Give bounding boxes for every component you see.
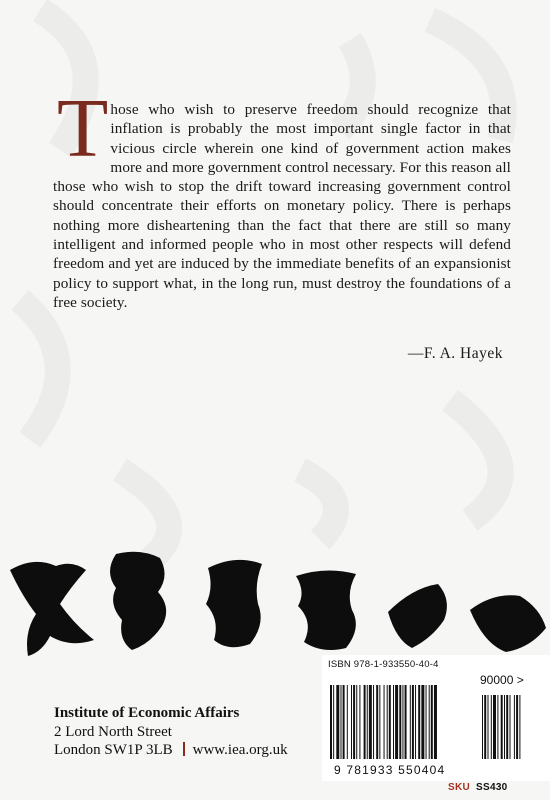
quote-attribution: —F. A. Hayek — [407, 345, 503, 362]
publisher-block — [54, 704, 288, 760]
barcode-bars — [322, 685, 550, 763]
sku-block — [448, 782, 508, 793]
publisher-address-line2-row — [54, 741, 288, 760]
price-code: 90000 > — [480, 673, 524, 687]
hayek-quote — [53, 82, 511, 312]
divider — [183, 742, 185, 756]
publisher-website: www.iea.org.uk — [192, 742, 288, 758]
barcode-panel — [322, 655, 550, 781]
faces-silhouette-graphic — [0, 548, 550, 658]
sku-label: SKU — [448, 782, 471, 793]
drop-cap: T — [57, 82, 109, 175]
publisher-address-line2: London SW1P 3LB — [54, 742, 173, 758]
barcode-digits: 9 781933 550404 — [334, 763, 446, 777]
publisher-address-line1: 2 Lord North Street — [54, 723, 172, 740]
sku-value: SS430 — [476, 782, 508, 793]
quote-text: hose who wish to preserve freedom should recognize that inflation is probably the most important single factor in that vicious circle wherein one kind of government action makes more and more government control necessary. For this reason all those who wish to stop the drift toward increasing government control should concentrate their efforts on monetary policy. There is perhaps nothing more disheartening than the fact that there are still so many intelligent and informed people who in most other respects will defend freedom and yet are induced by the immediate benefits of an expansionist policy to support what, in the long run, must destroy the foundations of a free society. — [53, 101, 511, 311]
isbn-label: ISBN 978-1-933550-40-4 — [328, 659, 439, 670]
publisher-name: Institute of Economic Affairs — [54, 705, 240, 721]
